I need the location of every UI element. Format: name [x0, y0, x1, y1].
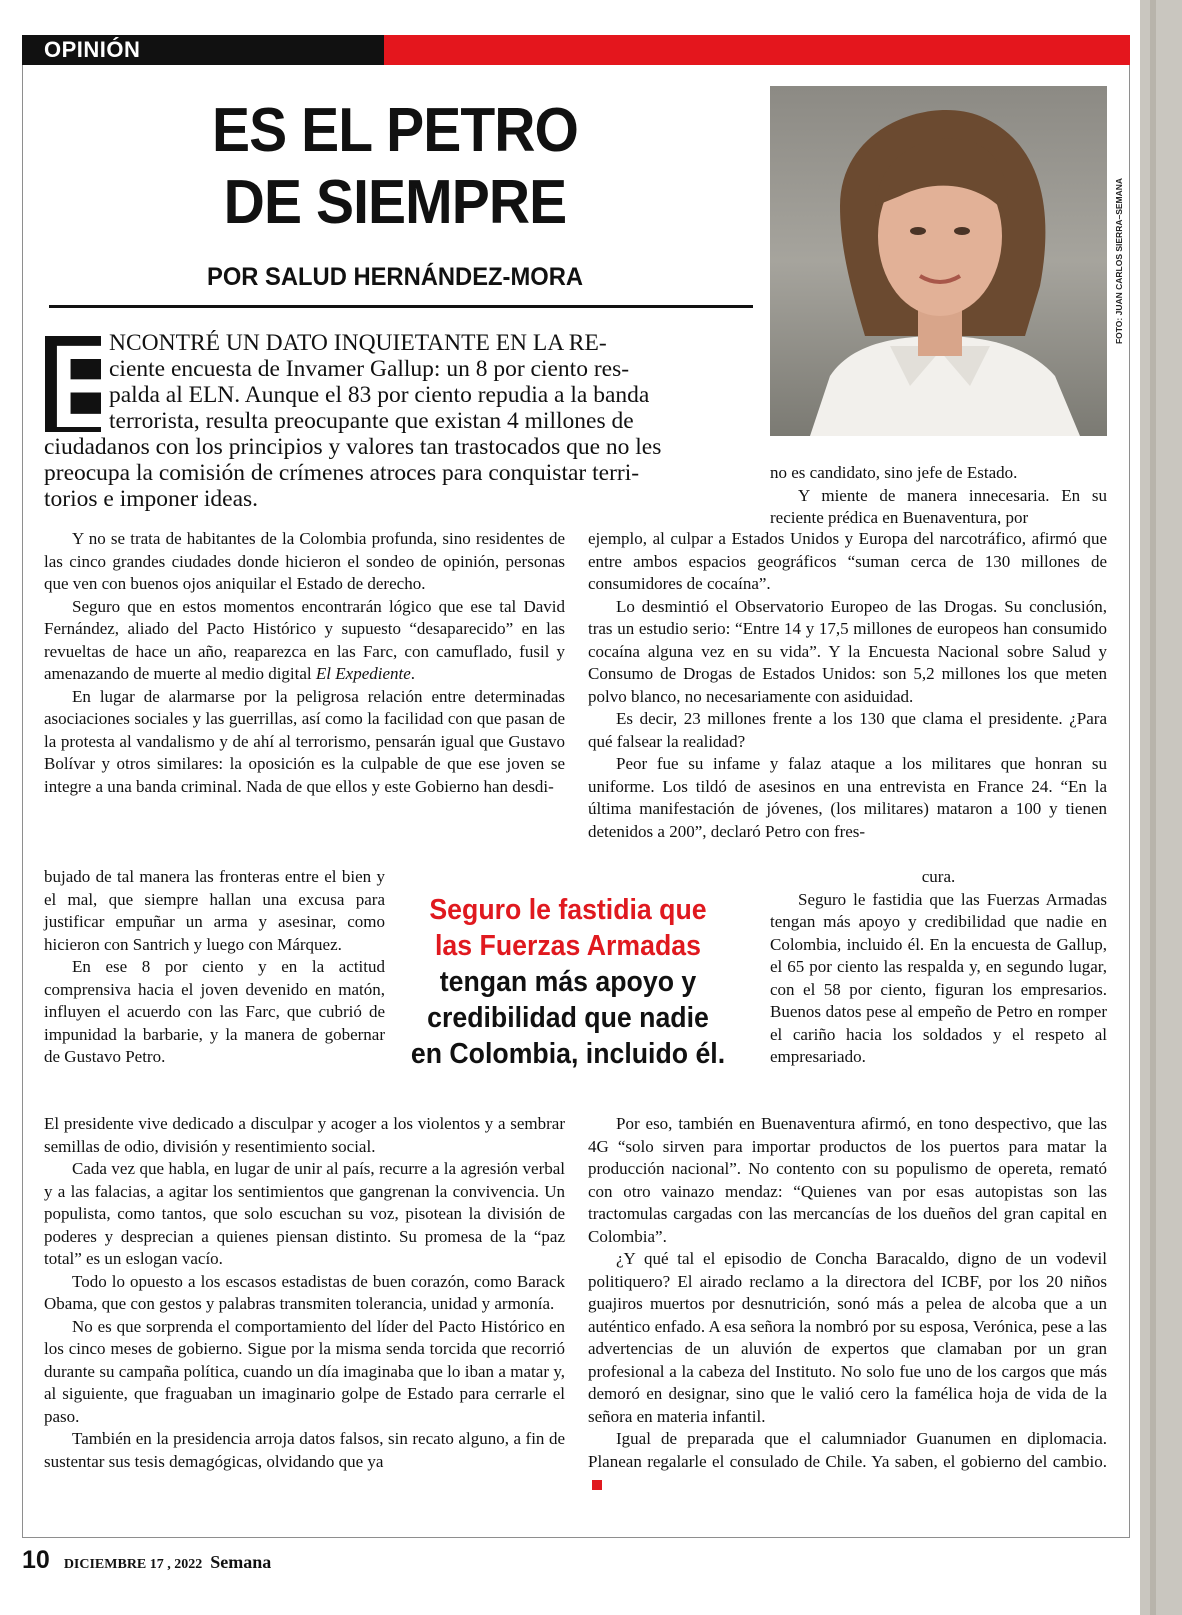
section-bar-red — [384, 35, 1130, 65]
paragraph: En lugar de alarmarse por la peligrosa relación entre determinadas asociaciones sociales y las guerrillas, así como la facilidad con que pasan de la protesta al vandalismo y de ahí al terrorismo, pensarán igual que Gustavo Bolívar y otros similares: la oposición es la culpable de que ese joven se integre a una banda criminal. Nada de que ellos y este Gobierno han desdi- — [44, 686, 565, 796]
pull-quote — [395, 892, 741, 1072]
page-number: 10 — [22, 1546, 50, 1574]
paragraph: Seguro que en estos momentos encontrarán lógico que ese tal David Fernández, aliado del Pacto Histórico y supuesto “desaparecido” en las revueltas de hace un año, reaparezca en las Farc, con camuflado, fusil y amenazando de muerte al medio digital El Expediente. — [44, 596, 565, 683]
headline-line-1: ES EL PETRO — [211, 96, 579, 165]
lead-line-6: preocupa la comisión de crímenes atroces para conquistar terri- — [44, 460, 640, 486]
paragraph: Por eso, también en Buenaventura afirmó, en tono despectivo, que las 4G “solo sirven para importar productos de los puertos para matar la producción nacional”. No contento con su populismo de opereta, remató con otro vainazo mendaz: “Quienes van por esas autopistas son las tractomulas cargadas con las mercancías de los dueños del gran capital en Colombia”. — [588, 1114, 1107, 1246]
column-1-narrow — [44, 866, 385, 1069]
paragraph: Todo lo opuesto a los escasos estadistas de buen corazón, como Barack Obama, que con gestos y palabras transmiten tolerancia, unidad y armonía. — [44, 1271, 565, 1313]
paragraph: no es candidato, sino jefe de Estado. — [770, 463, 1018, 482]
lead-line-1: NCONTRÉ UN DATO INQUIETANTE EN LA RE- — [109, 330, 607, 356]
paragraph: ejemplo, al culpar a Estados Unidos y Europa del narcotráfico, afirmó que entre ambos espacios geográficos “suman cerca de 130 millones de consumidores de cocaína”. — [588, 529, 1107, 593]
paragraph: Seguro le fastidia que las Fuerzas Armadas tengan más apoyo y credibilidad que nadie en Colombia, incluido él. En la encuesta de Gallup, el 65 por ciento las respalda y, en segundo lugar, con el 58 por ciento, figuran los empresarios. Buenos datos pese al empeño de Petro en romper el cariño hacia los soldados y el respeto al empresariado. — [770, 889, 1107, 1066]
paragraph: bujado de tal manera las fronteras entre el bien y el mal, que siempre hallan una excusa para justificar empuñar un arma y asesinar, como hicieron con Santrich y luego con Márquez. — [44, 867, 385, 954]
lead-line-7: torios e imponer ideas. — [44, 486, 259, 512]
publication-name: El Expediente — [315, 664, 411, 683]
page-edge-stripe — [1150, 0, 1156, 1615]
paragraph: También en la presidencia arroja datos falsos, sin recato alguno, a fin de sustentar sus tesis demagógicas, olvidando que ya — [44, 1429, 565, 1471]
column-2-main — [588, 528, 1107, 843]
headline-rule — [49, 305, 753, 308]
end-mark-icon — [592, 1480, 602, 1490]
pull-quote-line-5: en Colombia, incluido él. — [410, 1038, 726, 1070]
column-1-top — [44, 528, 565, 798]
column-1-bottom — [44, 1113, 565, 1473]
paragraph: En ese 8 por ciento y en la actitud comprensiva hacia el joven devenido en matón, influyen el acuerdo con las Farc, que cubrió de impunidad la barbarie, y la manera de gobernar de Gustavo Petro. — [44, 957, 385, 1066]
paragraph: Lo desmintió el Observatorio Europeo de las Drogas. Su conclusión, tras un estudio serio: “Entre 14 y 17,5 millones de europeos han consumido cocaína alguna vez en su vida”. Y la Encuesta Nacional sobre Salud y Consumo de Drogas de Estados Unidos: son 5,2 millones los que meten polvo blanco, no necesariamente con asiduidad. — [588, 596, 1107, 706]
column-2-bottom — [588, 1113, 1107, 1496]
photo-credit: FOTO: JUAN CARLOS SIERRA–SEMANA — [1114, 177, 1124, 345]
author-photo — [770, 86, 1107, 436]
column-2-top — [770, 462, 1107, 530]
paragraph: Es decir, 23 millones frente a los 130 que clama el presidente. ¿Para qué falsear la realidad? — [588, 709, 1107, 751]
pull-quote-line-1: Seguro le fastidia que — [429, 894, 707, 926]
drop-cap: E — [45, 336, 101, 432]
section-bar — [22, 35, 1130, 65]
lead-line-2: ciente encuesta de Invamer Gallup: un 8 por ciento res- — [109, 356, 630, 382]
paragraph: Cada vez que habla, en lugar de unir al país, recurre a la agresión verbal y a las falacias, a agitar los sentimientos que gangrenan la convivencia. Un populista, como tantos, que solo escuchan su voz, pisotean la división de poderes y desprecian a quienes piensan distinto. Su promesa de la “paz total” es un eslogan vacío. — [44, 1159, 565, 1268]
lead-line-5: ciudadanos con los principios y valores tan trastocados que no les — [44, 434, 662, 460]
page-edge — [1140, 0, 1182, 1615]
issue-date: DICIEMBRE 17 , 2022 — [63, 1557, 203, 1572]
paragraph: ¿Y qué tal el episodio de Concha Baracaldo, digno de un vodevil politiquero? El airado reclamo a la directora del ICBF, por los 20 niños guajiros muertos por desnutrición, sonó más a pelea de alcoba que a un auténtico enfado. A esa señora la nombró por su esposa, Verónica, pese a las advertencias de un aluvión de expertos que clamaban por un gran profesional a la cabeza del Instituto. No solo fue uno de los cargos que más demoró en designar, sino que le valió cero la famélica hoja de vida de la señora en materia infantil. — [588, 1249, 1107, 1426]
author-photo-illustration — [770, 86, 1107, 436]
pull-quote-line-2: las Fuerzas Armadas — [435, 930, 701, 962]
paragraph: Y miente de manera innecesaria. En su reciente prédica en Buenaventura, por — [770, 485, 1107, 527]
section-label: OPINIÓN — [22, 35, 384, 65]
paragraph: Y no se trata de habitantes de la Colombia profunda, sino residentes de las cinco grandes ciudades donde hicieron el sondeo de opinión, personas que ven con buenos ojos aniquilar el Estado de derecho. — [44, 529, 565, 593]
paragraph: Igual de preparada que el calumniador Guanumen en diplomacia. Planean regalarle el consulado de Chile. Ya saben, el gobierno del cambio. — [588, 1428, 1107, 1496]
headline — [87, 95, 703, 239]
page-footer — [22, 1546, 271, 1575]
headline-line-2: DE SIEMPRE — [223, 168, 567, 237]
paragraph: El presidente vive dedicado a disculpar y acoger a los violentos y a sembrar semillas de odio, división y resentimiento social. — [44, 1114, 565, 1156]
magazine-name: Semana — [210, 1552, 272, 1572]
pull-quote-line-3: tengan más apoyo y — [439, 966, 697, 998]
pull-quote-line-4: credibilidad que nadie — [427, 1002, 709, 1034]
paragraph: cura. — [921, 867, 956, 886]
lead-line-4: terrorista, resulta preocupante que existan 4 millones de — [109, 408, 634, 434]
paragraph: Peor fue su infame y falaz ataque a los militares que honran su uniforme. Los tildó de asesinos en una entrevista en France 24. “En la última manifestación de jóvenes, (los militares) mataron a 100 y tienen detenidos a 200”, declaró Petro con fres- — [588, 754, 1107, 841]
paragraph: No es que sorprenda el comportamiento del líder del Pacto Histórico en los cinco meses de gobierno. Sigue por la misma senda torcida que recorrió durante su campaña política, cuando un día imaginaba que lo iban a matar y, al siguiente, que fraguaban un imaginario golpe de Estado para cerrarle el paso. — [44, 1316, 565, 1426]
lead-line-3: palda al ELN. Aunque el 83 por ciento repudia a la banda — [109, 382, 650, 408]
column-2-narrow — [770, 866, 1107, 1069]
byline: POR SALUD HERNÁNDEZ-MORA — [206, 263, 584, 291]
